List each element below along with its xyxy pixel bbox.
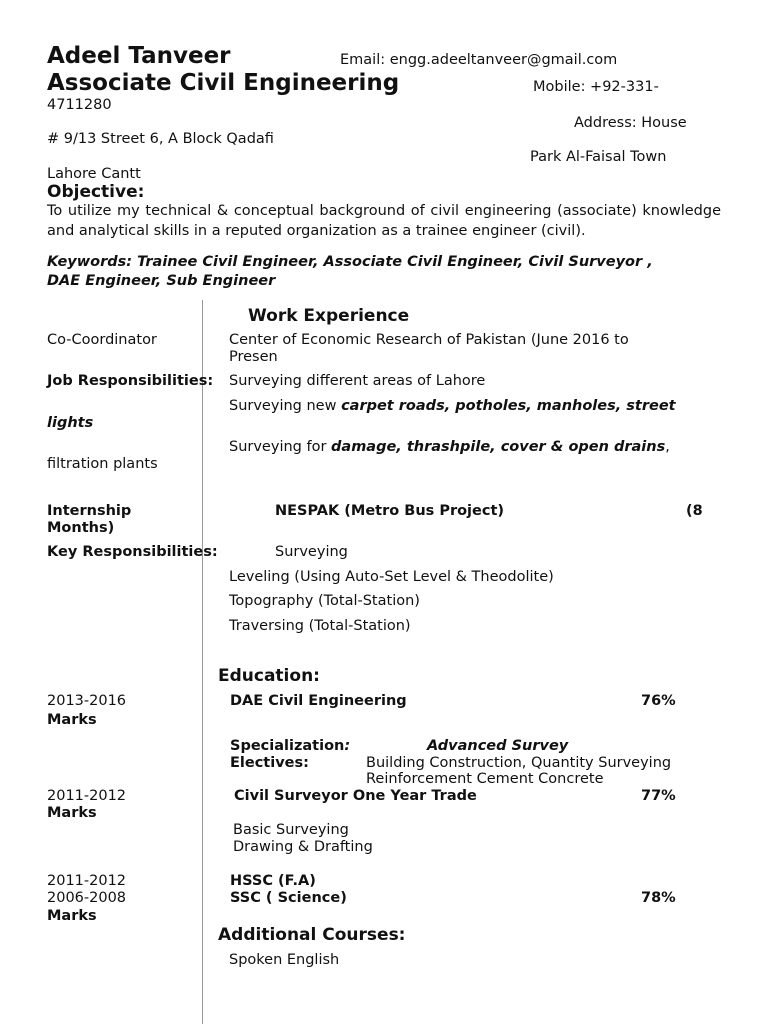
education-heading: Education: — [218, 666, 320, 686]
ssc-title: SSC ( Science) — [230, 890, 347, 906]
electives-label: Electives: — [230, 755, 309, 771]
keywords-line-2: DAE Engineer, Sub Engineer — [47, 273, 276, 289]
objective-heading: Objective: — [47, 182, 145, 202]
ssc-marks: Marks — [47, 908, 97, 924]
dae-years: 2013-2016 — [47, 693, 127, 709]
job-responsibility-2-continued: lights — [47, 415, 94, 431]
candidate-title: Associate Civil Engineering — [47, 70, 400, 96]
hssc-title: HSSC (F.A) — [230, 873, 316, 889]
work-organization-line-1: Center of Economic Research of Pakistan (June 2016 to — [229, 332, 629, 348]
job-responsibility-2 — [229, 398, 676, 415]
job-responsibility-2-plain: Surveying new — [229, 398, 342, 414]
civil-surveyor-subject-2: Drawing & Drafting — [233, 839, 373, 855]
dae-title: DAE Civil Engineering — [230, 693, 407, 709]
additional-courses-heading: Additional Courses: — [218, 925, 406, 945]
elective-2: Reinforcement Cement Concrete — [366, 771, 604, 787]
key-responsibility-1: Surveying — [275, 544, 348, 560]
additional-course-1: Spoken English — [229, 952, 340, 968]
civil-surveyor-title: Civil Surveyor One Year Trade — [234, 788, 477, 804]
objective-text: To utilize my technical & conceptual background of civil engineering (associate) knowledge and analytical skills in a reputed organization as a trainee engineer (civil). — [47, 203, 721, 239]
work-role: Co-Coordinator — [47, 332, 157, 348]
candidate-name: Adeel Tanveer — [47, 43, 231, 69]
email-text: Email: engg.adeeltanveer@gmail.com — [340, 52, 618, 68]
job-responsibility-3-plain: Surveying for — [229, 439, 332, 455]
civil-surveyor-subject-1: Basic Surveying — [233, 822, 349, 838]
address-line-1: # 9/13 Street 6, A Block Qadafi — [47, 131, 274, 147]
elective-1: Building Construction, Quantity Surveying — [366, 755, 672, 771]
job-responsibilities-label: Job Responsibilities: — [47, 373, 214, 389]
work-organization-line-2: Presen — [229, 349, 278, 365]
dae-marks: Marks — [47, 712, 97, 728]
specialization-label-text: Specialization — [230, 738, 345, 754]
civil-surveyor-percentage: 77% — [641, 788, 676, 804]
address-line-3: Lahore Cantt — [47, 166, 141, 182]
civil-surveyor-years: 2011-2012 — [47, 788, 127, 804]
mobile-continued: 4711280 — [47, 97, 112, 113]
ssc-years: 2006-2008 — [47, 890, 127, 906]
hssc-years: 2011-2012 — [47, 873, 127, 889]
address-line-2: Park Al-Faisal Town — [530, 149, 667, 165]
job-responsibility-3 — [229, 439, 670, 456]
keywords-line-1: Keywords: Trainee Civil Engineer, Associate Civil Engineer, Civil Surveyor , — [47, 254, 653, 270]
internship-months: Months) — [47, 520, 115, 536]
job-responsibility-3-tail: , — [665, 439, 670, 455]
mobile-text: Mobile: +92-331- — [533, 79, 659, 95]
specialization-label — [230, 738, 350, 755]
key-responsibility-4: Traversing (Total-Station) — [229, 618, 411, 634]
job-responsibility-3-continued: filtration plants — [47, 456, 158, 472]
job-responsibility-2-emphasis: carpet roads, potholes, manholes, street — [341, 398, 676, 414]
internship-duration: (8 — [686, 503, 703, 519]
ssc-percentage: 78% — [641, 890, 676, 906]
civil-surveyor-marks: Marks — [47, 805, 97, 821]
internship-label: Internship — [47, 503, 132, 519]
key-responsibilities-label: Key Responsibilities: — [47, 544, 218, 560]
job-responsibility-1: Surveying different areas of Lahore — [229, 373, 486, 389]
specialization-colon: : — [344, 738, 351, 754]
dae-percentage: 76% — [641, 693, 676, 709]
key-responsibility-3: Topography (Total-Station) — [229, 593, 420, 609]
address-label: Address: House — [574, 115, 687, 131]
specialization-value: Advanced Survey — [427, 738, 569, 754]
internship-organization: NESPAK (Metro Bus Project) — [275, 503, 505, 519]
key-responsibility-2: Leveling (Using Auto-Set Level & Theodolite) — [229, 569, 554, 585]
job-responsibility-3-emphasis: damage, thrashpile, cover & open drains — [331, 439, 666, 455]
work-experience-heading: Work Experience — [248, 306, 410, 326]
column-divider — [202, 300, 203, 1024]
